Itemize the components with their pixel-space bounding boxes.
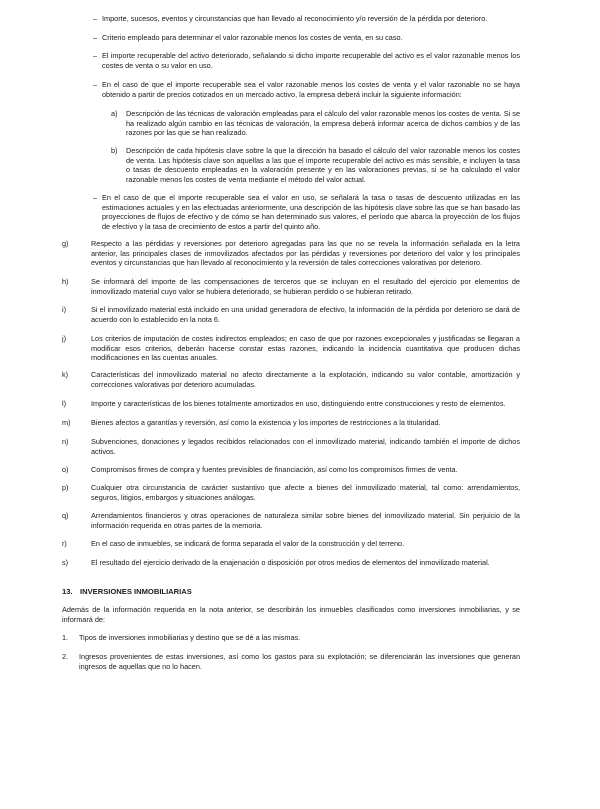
numbered-item	[62, 652, 520, 671]
item-text: Los criterios de imputación de costes indirectos empleados; en caso de que por razones excepcionales y justificadas se llegaran a modificar esos criterios, deberán hacerse constar estas razones, indicando la incidencia cuantitativa que producen dichas modificaciones en las cuentas anuales.	[91, 334, 520, 363]
list-item	[62, 305, 520, 324]
dash-item	[93, 51, 520, 70]
item-text: Además de la información requerida en la nota anterior, se describirán los inmuebles clasificados como inversiones inmobiliarias, y se informará de:	[62, 605, 520, 624]
dash-marker: –	[93, 51, 98, 60]
list-item-marker: j)	[62, 334, 67, 343]
list-item	[62, 437, 520, 456]
list-item	[62, 539, 520, 549]
list-item-marker: n)	[62, 437, 69, 446]
section-number: 13.	[62, 587, 73, 596]
list-item-marker: q)	[62, 511, 69, 520]
list-item-marker: p)	[62, 483, 69, 492]
dash-item	[93, 33, 520, 43]
numbered-item-marker: 2.	[62, 652, 69, 661]
sub-item	[111, 109, 520, 138]
list-item	[62, 465, 520, 475]
list-item	[62, 277, 520, 296]
item-text: Cualquier otra circunstancia de carácter sustantivo que afecte a bienes del inmovilizado material, tal como: arrendamientos, seguros, litigios, embargos y situaciones análogas.	[91, 483, 520, 502]
list-item-marker: k)	[62, 370, 69, 379]
dash-marker: –	[93, 193, 98, 202]
item-text: Descripción de cada hipótesis clave sobre la que la dirección ha basado el cálculo del valor razonable menos los costes de venta. Las hipótesis clave son aquellas a las que el importe recuperable del activo es más sensible, e incluyen la tasa o tasas de descuento empleadas en la valoración presente y en las valoraciones previas, si se ha calculado el valor razonable menos los costes de venta mediante el método del valor actual.	[126, 146, 520, 184]
dash-item	[93, 14, 520, 24]
section-heading	[62, 587, 192, 597]
list-item	[62, 399, 520, 409]
list-item	[62, 239, 520, 268]
dash-marker: –	[93, 80, 98, 89]
item-text: El resultado del ejercicio derivado de la enajenación o disposición por otros medios de elementos del inmovilizado material.	[91, 558, 490, 567]
section-title: INVERSIONES INMOBILIARIAS	[80, 587, 192, 596]
item-text: Respecto a las pérdidas y reversiones por deterioro agregadas para las que no se revela la información señalada en la letra anterior, las principales clases de inmovilizados afectados por las pérdidas y reversiones por deterioro del valor y los principales eventos y circunstancias que han llevado al reconocimiento y la reversión de tales correcciones valorativas por deterioro.	[91, 239, 520, 268]
item-text: Subvenciones, donaciones y legados recibidos relacionados con el inmovilizado material, indicando también el importe de dichos activos.	[91, 437, 520, 456]
item-text: Importe, sucesos, eventos y circunstancias que han llevado al reconocimiento y/o reversión de la pérdida por deterioro.	[102, 14, 488, 23]
item-text: Ingresos provenientes de estas inversiones, así como los gastos para su explotación; se diferenciarán las inversiones que generan ingresos de aquellas que no lo hacen.	[79, 652, 520, 671]
list-item-marker: m)	[62, 418, 71, 427]
list-item-marker: s)	[62, 558, 69, 567]
numbered-item-marker: 1.	[62, 633, 69, 642]
item-text: En el caso de inmuebles, se indicará de forma separada el valor de la construcción y del terreno.	[91, 539, 405, 548]
sub-item-marker: b)	[111, 146, 118, 155]
list-item-marker: r)	[62, 539, 67, 548]
item-text: El importe recuperable del activo deteriorado, señalando si dicho importe recuperable del activo es el valor razonable menos los costes de venta o su valor en uso.	[102, 51, 520, 70]
item-text: Características del inmovilizado material no afecto directamente a la explotación, indicando su valor contable, amortización y correcciones valorativas por deterioro acumuladas.	[91, 370, 520, 389]
item-text: Compromisos firmes de compra y fuentes previsibles de financiación, así como los compromisos firmes de venta.	[91, 465, 458, 474]
list-item-marker: g)	[62, 239, 69, 248]
list-item-marker: i)	[62, 305, 67, 314]
item-text: Importe y características de los bienes totalmente amortizados en uso, distinguiendo entre construcciones y resto de elementos.	[91, 399, 506, 408]
item-text: Descripción de las técnicas de valoración empleadas para el cálculo del valor razonable menos los costes de venta. Si se ha realizado algún cambio en las técnicas de valoración, la empresa deberá informar acerca de dichos cambios y de las razones por las que se han realizado.	[126, 109, 520, 138]
list-item-marker: l)	[62, 399, 67, 408]
sub-item	[111, 146, 520, 184]
list-item-marker: h)	[62, 277, 69, 286]
list-item	[62, 418, 520, 428]
sub-item-marker: a)	[111, 109, 118, 118]
item-text: Bienes afectos a garantías y reversión, así como la existencia y los importes de restricciones a la titularidad.	[91, 418, 441, 427]
list-item	[62, 558, 520, 568]
dash-marker: –	[93, 33, 98, 42]
item-text: Se informará del importe de las compensaciones de terceros que se incluyan en el resultado del ejercicio por elementos de inmovilizado material cuyo valor se hubiera deteriorado, se hubieran perdido o se hubieran retirado.	[91, 277, 520, 296]
item-text: Arrendamientos financieros y otras operaciones de naturaleza similar sobre bienes del inmovilizado material. Sin perjuicio de la información requerida en otras partes de la memoria.	[91, 511, 520, 530]
dash-item	[93, 80, 520, 99]
list-item	[62, 511, 520, 530]
item-text: En el caso de que el importe recuperable sea el valor en uso, se señalará la tasa o tasas de descuento utilizadas en las estimaciones actuales y en las efectuadas anteriormente, una descripción de las hipótesis clave sobre las que se han basado las proyecciones de flujos de efectivo y de cómo se han determinado sus valores, el período que abarca la proyección de los flujos de efectivo y la tasa de crecimiento de estos a partir del quinto año.	[102, 193, 520, 231]
list-item	[62, 370, 520, 389]
list-item	[62, 334, 520, 363]
section-intro	[62, 605, 520, 624]
item-text: En el caso de que el importe recuperable sea el valor razonable menos los costes de venta y el valor razonable no se haya obtenido a partir de precios cotizados en un mercado activo, la empresa deberá incluir la siguiente información:	[102, 80, 520, 99]
dash-marker: –	[93, 14, 98, 23]
dash-item	[93, 193, 520, 231]
list-item-marker: o)	[62, 465, 69, 474]
list-item	[62, 483, 520, 502]
item-text: Criterio empleado para determinar el valor razonable menos los costes de venta, en su caso.	[102, 33, 403, 42]
item-text: Si el inmovilizado material está incluido en una unidad generadora de efectivo, la información de la pérdida por deterioro se dará de acuerdo con lo establecido en la nota 6.	[91, 305, 520, 324]
numbered-item	[62, 633, 520, 643]
item-text: Tipos de inversiones inmobiliarias y destino que se dé a las mismas.	[79, 633, 301, 642]
